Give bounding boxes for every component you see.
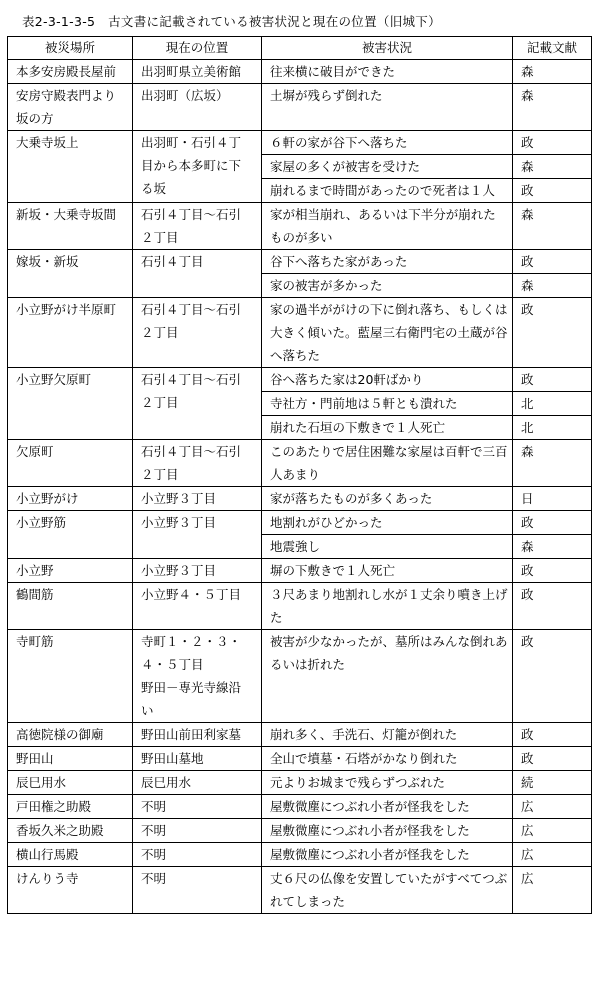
cell-place: 香坂久米之助殿 <box>8 819 133 843</box>
cell-location <box>133 511 262 559</box>
cell-location <box>133 630 262 723</box>
location-line: 石引４丁目～石引２丁目 <box>141 207 242 245</box>
cell-source: 政 <box>513 250 592 274</box>
table-row <box>8 583 592 630</box>
cell-damage: 屋敷微塵につぶれ小者が怪我をした <box>262 843 513 867</box>
cell-source: 森 <box>513 84 592 131</box>
table-row <box>8 250 592 274</box>
cell-place: 小立野がけ <box>8 487 133 511</box>
cell-damage: 屋敷微塵につぶれ小者が怪我をした <box>262 819 513 843</box>
cell-damage: 寺社方・門前地は５軒とも潰れた <box>262 392 513 416</box>
location-line: 野田山前田利家墓 <box>141 727 242 742</box>
cell-damage: 谷下へ落ちた家があった <box>262 250 513 274</box>
cell-source: 広 <box>513 795 592 819</box>
cell-damage: 家の被害が多かった <box>262 274 513 298</box>
cell-place: 小立野 <box>8 559 133 583</box>
cell-damage: ３尺あまり地割れし水が１丈余り噴き上げた <box>262 583 513 630</box>
location-line: 小立野４・５丁目 <box>141 587 242 602</box>
cell-source: 政 <box>513 179 592 203</box>
cell-location <box>133 747 262 771</box>
cell-source: 森 <box>513 155 592 179</box>
cell-source: 政 <box>513 131 592 155</box>
cell-place: 新坂・大乗寺坂間 <box>8 203 133 250</box>
cell-place: 横山行馬殿 <box>8 843 133 867</box>
cell-place: 鶴間筋 <box>8 583 133 630</box>
cell-source: 政 <box>513 723 592 747</box>
cell-damage: 家が落ちたものが多くあった <box>262 487 513 511</box>
cell-source: 政 <box>513 368 592 392</box>
cell-source: 政 <box>513 511 592 535</box>
cell-damage: 元よりお城まで残らずつぶれた <box>262 771 513 795</box>
cell-place: 嫁坂・新坂 <box>8 250 133 298</box>
cell-location <box>133 583 262 630</box>
cell-place: 高徳院様の御廟 <box>8 723 133 747</box>
cell-source: 広 <box>513 867 592 914</box>
cell-location <box>133 795 262 819</box>
table-row <box>8 368 592 392</box>
cell-location <box>133 559 262 583</box>
cell-damage: 往来横に破目ができた <box>262 60 513 84</box>
cell-source: 日 <box>513 487 592 511</box>
cell-location <box>133 60 262 84</box>
cell-source: 続 <box>513 771 592 795</box>
cell-location <box>133 203 262 250</box>
cell-place: 欠原町 <box>8 440 133 487</box>
cell-source: 政 <box>513 298 592 368</box>
cell-damage: 土塀が残らず倒れた <box>262 84 513 131</box>
cell-source: 森 <box>513 535 592 559</box>
table-row <box>8 795 592 819</box>
header-damage: 被害状況 <box>262 37 513 60</box>
cell-source: 森 <box>513 274 592 298</box>
cell-place: けんりう寺 <box>8 867 133 914</box>
cell-place: 本多安房殿長屋前 <box>8 60 133 84</box>
cell-damage: 谷へ落ちた家は20軒ばかり <box>262 368 513 392</box>
location-line: 不明 <box>141 823 167 838</box>
location-line: 野田山墓地 <box>141 751 204 766</box>
cell-location <box>133 250 262 298</box>
location-line: 石引４丁目 <box>141 254 204 269</box>
cell-location <box>133 298 262 368</box>
location-line: 石引４丁目～石引２丁目 <box>141 302 242 340</box>
location-line: 出羽町（広坂） <box>141 88 229 103</box>
cell-place: 戸田権之助殿 <box>8 795 133 819</box>
cell-damage: 崩れるまで時間があったので死者は１人 <box>262 179 513 203</box>
cell-location <box>133 819 262 843</box>
header-source: 記載文献 <box>513 37 592 60</box>
location-line: 石引４丁目～石引２丁目 <box>141 444 242 482</box>
location-line: 出羽町県立美術館 <box>141 64 242 79</box>
cell-location <box>133 131 262 203</box>
table-row <box>8 511 592 535</box>
cell-place: 安房守殿表門より坂の方 <box>8 84 133 131</box>
cell-source: 政 <box>513 559 592 583</box>
cell-place: 大乗寺坂上 <box>8 131 133 203</box>
location-line: 石引４丁目～石引２丁目 <box>141 372 242 410</box>
table-row <box>8 298 592 368</box>
cell-place: 辰巳用水 <box>8 771 133 795</box>
cell-damage: 屋敷微塵につぶれ小者が怪我をした <box>262 795 513 819</box>
table-row <box>8 771 592 795</box>
cell-damage: 家が相当崩れ、あるいは下半分が崩れたものが多い <box>262 203 513 250</box>
cell-damage: 丈６尺の仏像を安置していたがすべてつぶれてしまった <box>262 867 513 914</box>
cell-location <box>133 843 262 867</box>
cell-source: 広 <box>513 819 592 843</box>
cell-source: 森 <box>513 440 592 487</box>
table-row <box>8 630 592 723</box>
location-line: 出羽町・石引４丁目から本多町に下る坂 <box>141 135 242 196</box>
cell-location <box>133 84 262 131</box>
cell-damage: 被害が少なかったが、墓所はみんな倒れあるいは折れた <box>262 630 513 723</box>
cell-damage: 崩れ多く、手洗石、灯籠が倒れた <box>262 723 513 747</box>
location-line: 不明 <box>141 847 167 862</box>
cell-source: 北 <box>513 392 592 416</box>
cell-location <box>133 723 262 747</box>
table-row <box>8 203 592 250</box>
cell-source: 森 <box>513 60 592 84</box>
location-line: 不明 <box>141 799 167 814</box>
table-row <box>8 487 592 511</box>
cell-damage: 崩れた石垣の下敷きで１人死亡 <box>262 416 513 440</box>
cell-damage: 家屋の多くが被害を受けた <box>262 155 513 179</box>
location-line: 不明 <box>141 871 167 886</box>
location-line: 小立野３丁目 <box>141 515 217 530</box>
table-row <box>8 131 592 155</box>
cell-location <box>133 368 262 440</box>
table-caption: 表2-3-1-3-5 古文書に記載されている被害状況と現在の位置（旧城下） <box>22 14 441 29</box>
cell-location <box>133 440 262 487</box>
location-line: 小立野３丁目 <box>141 563 217 578</box>
cell-source: 政 <box>513 583 592 630</box>
cell-location <box>133 771 262 795</box>
cell-source: 北 <box>513 416 592 440</box>
cell-place: 小立野欠原町 <box>8 368 133 440</box>
cell-damage: ６軒の家が谷下へ落ちた <box>262 131 513 155</box>
location-line: 寺町１・２・３・４・５丁目 <box>141 634 242 672</box>
header-place: 被災場所 <box>8 37 133 60</box>
cell-source: 政 <box>513 747 592 771</box>
header-location: 現在の位置 <box>133 37 262 60</box>
table-row <box>8 843 592 867</box>
cell-place: 小立野筋 <box>8 511 133 559</box>
location-line: 野田－専光寺線沿い <box>141 680 242 718</box>
table-row <box>8 867 592 914</box>
table-row <box>8 440 592 487</box>
location-line: 辰巳用水 <box>141 775 192 790</box>
cell-damage: このあたりで居住困難な家屋は百軒で三百人あまり <box>262 440 513 487</box>
damage-table <box>7 36 592 914</box>
cell-place: 小立野がけ半原町 <box>8 298 133 368</box>
header-row <box>8 37 592 60</box>
table-row <box>8 819 592 843</box>
cell-place: 野田山 <box>8 747 133 771</box>
cell-source: 広 <box>513 843 592 867</box>
cell-source: 森 <box>513 203 592 250</box>
cell-source: 政 <box>513 630 592 723</box>
table-row <box>8 747 592 771</box>
table-row <box>8 723 592 747</box>
cell-damage: 全山で墳墓・石塔がかなり倒れた <box>262 747 513 771</box>
cell-damage: 塀の下敷きで１人死亡 <box>262 559 513 583</box>
cell-damage: 地割れがひどかった <box>262 511 513 535</box>
cell-place: 寺町筋 <box>8 630 133 723</box>
table-row <box>8 84 592 131</box>
cell-damage: 地震強し <box>262 535 513 559</box>
table-row <box>8 60 592 84</box>
cell-damage: 家の過半ががけの下に倒れ落ち、もしくは大きく傾いた。藍屋三右衛門宅の土蔵が谷へ落ちた <box>262 298 513 368</box>
cell-location <box>133 867 262 914</box>
cell-location <box>133 487 262 511</box>
location-line: 小立野３丁目 <box>141 491 217 506</box>
table-row <box>8 559 592 583</box>
